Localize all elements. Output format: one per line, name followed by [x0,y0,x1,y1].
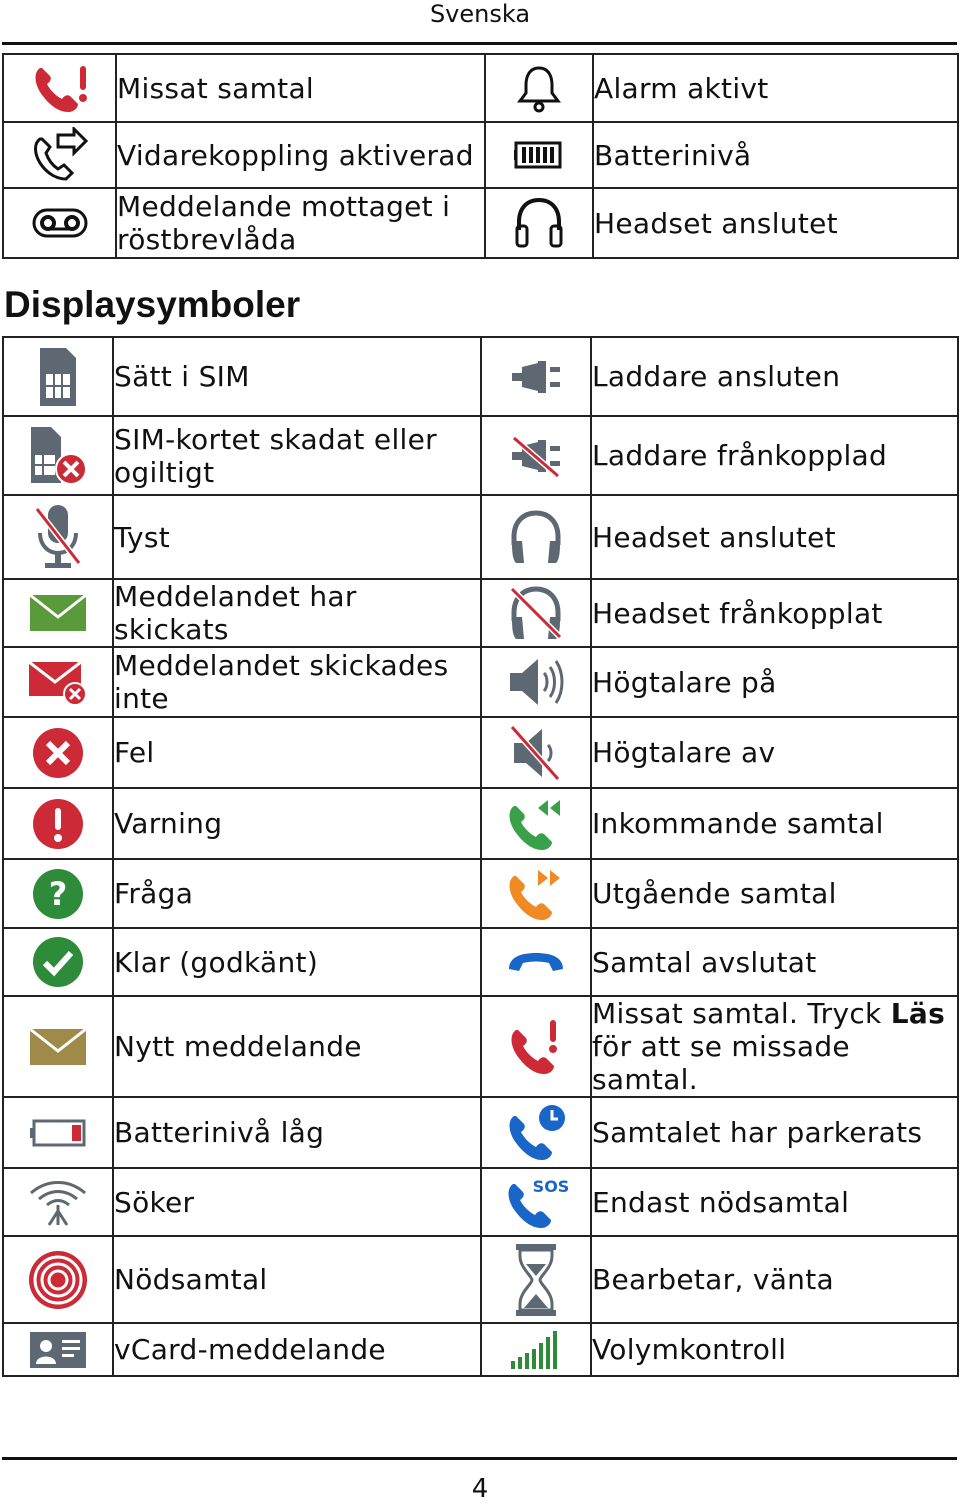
mute-mic-icon [3,495,113,579]
battery-icon [485,122,593,188]
label-charger-disconnected: Laddare frånkopplad [591,416,958,495]
table-row [3,647,958,717]
table-row [3,717,958,788]
label-volume-control: Volymkontroll [591,1323,958,1376]
label-speaker-on: Högtalare på [591,647,958,717]
table-row [3,188,958,258]
table-row [3,1097,958,1168]
sim-error-icon [3,416,113,495]
outgoing-call-icon [481,859,591,928]
voicemail-icon [3,188,116,258]
label-speaker-off: Högtalare av [591,717,958,788]
headset-icon [485,188,593,258]
label-charger-connected: Laddare ansluten [591,337,958,416]
missed-call-icon [3,54,116,122]
page-number: 4 [471,1474,489,1504]
call-forward-icon [3,122,116,188]
table-row [3,928,958,996]
sos-text: SOS [532,1177,569,1196]
table-row [3,1323,958,1376]
label-emergency-only: Endast nödsamtal [591,1168,958,1236]
label-incoming-call: Inkommande samtal [591,788,958,859]
label-call-ended: Samtal avslutat [591,928,958,996]
headset-disconnected-icon [481,579,591,647]
table-row [3,416,958,495]
label-outgoing-call: Utgående samtal [591,859,958,928]
speaker-off-icon [481,717,591,788]
emergency-call-icon [3,1236,113,1323]
label-missed-call-read-post: för att se missade samtal. [592,1030,850,1096]
table-row [3,996,958,1097]
label-vcard-message: vCard-meddelande [113,1323,481,1376]
label-warning: Varning [113,788,481,859]
label-voicemail: Meddelande mottaget i röstbrevlåda [116,188,485,258]
label-sim-damaged: SIM-kortet skadat eller ogiltigt [113,416,481,495]
charger-disconnected-icon [481,416,591,495]
label-missed-call-read-pre: Missat samtal. Tryck [592,997,891,1030]
bell-icon [485,54,593,122]
svg-text:?: ? [48,874,68,913]
table-row [3,788,958,859]
label-mute: Tyst [113,495,481,579]
question-icon [3,859,113,928]
table-row [3,1168,958,1236]
hourglass-icon [481,1236,591,1323]
headset-icon [481,495,591,579]
bottom-divider [2,1457,957,1460]
top-divider [2,42,957,45]
label-alarm-active: Alarm aktivt [593,54,958,122]
table-row [3,54,958,122]
table-row [3,337,958,416]
read-button-label: Läs [890,997,946,1030]
section-title: Displaysymboler [4,284,301,325]
table-row [3,122,958,188]
error-icon [3,717,113,788]
display-symbols-table [2,336,959,1377]
label-insert-sim: Sätt i SIM [113,337,481,416]
call-ended-icon [481,928,591,996]
label-missed-call: Missat samtal [116,54,485,122]
charger-icon [481,337,591,416]
label-error: Fel [113,717,481,788]
sim-icon [3,337,113,416]
top-symbol-table [2,53,959,259]
message-failed-icon [3,647,113,717]
label-message-not-sent: Meddelandet skickades inte [113,647,481,717]
vcard-icon [3,1323,113,1376]
table-row [3,859,958,928]
label-question: Fråga [113,859,481,928]
label-message-sent: Meddelandet har skickats [113,579,481,647]
table-row [3,579,958,647]
label-emergency-call: Nödsamtal [113,1236,481,1323]
label-battery-low: Batterinivå låg [113,1097,481,1168]
incoming-call-icon [481,788,591,859]
label-ok: Klar (godkänt) [113,928,481,996]
speaker-on-icon [481,647,591,717]
label-headset-connected: Headset anslutet [593,188,958,258]
label-processing: Bearbetar, vänta [591,1236,958,1323]
volume-icon [481,1323,591,1376]
battery-low-icon [3,1097,113,1168]
call-parked-icon [481,1097,591,1168]
label-call-parked: Samtalet har parkerats [591,1097,958,1168]
message-sent-icon [3,579,113,647]
label-headset-disconnected: Headset frånkopplat [591,579,958,647]
ok-icon [3,928,113,996]
label-battery-level: Batterinivå [593,122,958,188]
header-language: Svenska [429,0,531,28]
new-message-icon [3,996,113,1097]
label-missed-call-read [591,996,958,1097]
label-searching: Söker [113,1168,481,1236]
warning-icon [3,788,113,859]
label-new-message: Nytt meddelande [113,996,481,1097]
emergency-only-icon [481,1168,591,1236]
missed-call-icon [481,996,591,1097]
label-call-forward: Vidarekoppling aktiverad [116,122,485,188]
table-row [3,495,958,579]
searching-icon [3,1168,113,1236]
table-row [3,1236,958,1323]
label-headset-connected-2: Headset anslutet [591,495,958,579]
